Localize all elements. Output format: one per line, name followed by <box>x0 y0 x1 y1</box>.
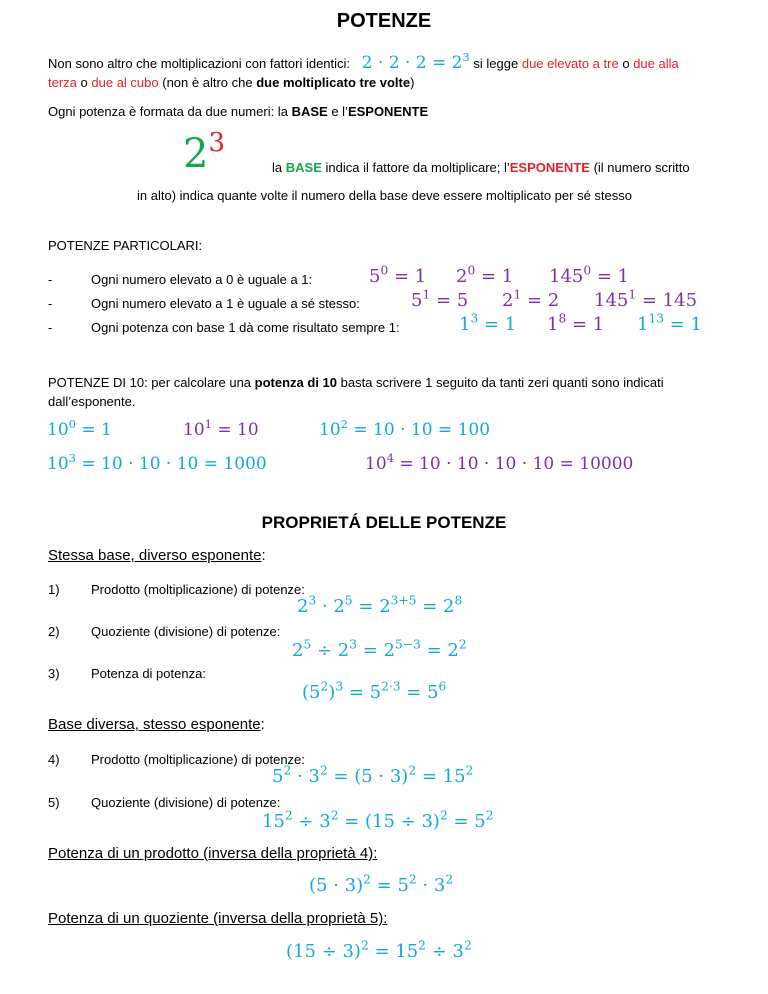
dieci-example-3: $10^3 = 10 \cdot 10 \cdot 10 = 1000$ <box>47 450 267 474</box>
bullet: - <box>48 296 53 311</box>
big-exponent: 3 <box>208 128 225 158</box>
particolari-heading: POTENZE PARTICOLARI: <box>48 238 203 253</box>
particolari-example-2c: $145^1 = 145$ <box>594 287 698 311</box>
item-number: 4) <box>48 752 60 767</box>
particolari-example-1a: $5^0 = 1$ <box>369 263 427 287</box>
dieci-example-4: $10^4 = 10 \cdot 10 \cdot 10 \cdot 10 = 10000$ <box>365 450 634 474</box>
item-number: 3) <box>48 666 60 681</box>
item-label: Prodotto (moltiplicazione) di potenze: <box>91 582 305 597</box>
dieci-bold: potenza di 10 <box>254 375 338 390</box>
intro-paren: (non è altro che <box>162 75 253 90</box>
explain-esponente: ESPONENTE <box>509 160 590 175</box>
item-number: 1) <box>48 582 60 597</box>
big-power-example: $2^3$ <box>183 128 225 177</box>
particolari-example-3c: $1^{13} = 1$ <box>637 311 703 335</box>
particolari-example-2a: $5^1 = 5$ <box>411 287 469 311</box>
proprieta-title: PROPRIETÁ DELLE POTENZE <box>261 513 507 532</box>
explain-base: BASE <box>285 160 322 175</box>
dieci-example-0: $10^0 = 1$ <box>47 416 112 440</box>
item-label: Quoziente (divisione) di potenze: <box>91 624 281 639</box>
formula-6: $(5 \cdot 3)^2 = 5^2 \cdot 3^2$ <box>309 872 454 896</box>
intro-lead: Non sono altro che moltiplicazioni con fattori identici: <box>48 56 351 71</box>
intro-paren-close: ) <box>410 75 415 90</box>
item-label: Quoziente (divisione) di potenze: <box>91 795 281 810</box>
item-label: Prodotto (moltiplicazione) di potenze: <box>91 752 305 767</box>
particolari-example-1b: $2^0 = 1$ <box>456 263 514 287</box>
item-label: Potenza di potenza: <box>91 666 206 681</box>
particolari-rule-2: Ogni numero elevato a 1 è uguale a sé stesso: <box>91 296 360 311</box>
item-number: 5) <box>48 795 60 810</box>
page-title: POTENZE <box>336 10 432 32</box>
formed-base: BASE <box>291 104 328 119</box>
formula-2: $2^5 \div 2^3 = 2^{5-3} = 2^2$ <box>292 637 467 661</box>
intro-line-1 <box>48 49 679 73</box>
particolari-example-2b: $2^1 = 2$ <box>502 287 560 311</box>
particolari-example-3b: $1^8 = 1$ <box>547 311 605 335</box>
formed-line: Ogni potenza è formata da due numeri: la BASE e l’ESPONENTE <box>48 104 429 119</box>
bullet: - <box>48 320 53 335</box>
particolari-rule-1: Ogni numero elevato a 0 è uguale a 1: <box>91 272 313 287</box>
intro-reading-3: due al cubo <box>91 75 159 90</box>
dieci-line-1: POTENZE DI 10: per calcolare una potenza di 10 basta scrivere 1 seguito da tanti zeri quanti sono indicati <box>48 375 664 390</box>
bullet: - <box>48 272 53 287</box>
intro-si-legge: si legge <box>473 56 519 71</box>
formula-5: $15^2 \div 3^2 = (15 \div 3)^2 = 5^2$ <box>262 808 494 832</box>
formula-4: $5^2 \cdot 3^2 = (5 \cdot 3)^2 = 15^2$ <box>272 763 474 787</box>
intro-or-1: o <box>622 56 630 71</box>
intro-reading-2b: terza <box>48 75 77 90</box>
formula-3: $(5^2)^3 = 5^{2\cdot 3} = 5^6$ <box>302 679 447 703</box>
dieci-line-2: dall’esponente. <box>48 394 136 409</box>
intro-reading-2a: due alla <box>633 56 679 71</box>
intro-paren-bold: due moltiplicato tre volte <box>256 75 411 90</box>
formed-esponente: ESPONENTE <box>347 104 429 119</box>
particolari-rule-3: Ogni potenza con base 1 dà come risultato sempre 1: <box>91 320 400 335</box>
intro-expression: $2 \cdot 2 \cdot 2 = 2^3$ <box>361 49 470 73</box>
formula-7: $(15 \div 3)^2 = 15^2 \div 3^2$ <box>286 938 472 962</box>
intro-or-2: o <box>80 75 88 90</box>
dieci-example-1: $10^1 = 10$ <box>183 416 259 440</box>
explain-line-1: la BASE indica il fattore da moltiplicare; l’ESPONENTE (il numero scritto <box>272 160 690 175</box>
particolari-example-1c: $145^0 = 1$ <box>549 263 630 287</box>
intro-line-2 <box>48 75 414 90</box>
section-base-diversa: Base diversa, stesso esponente: <box>48 716 265 733</box>
section-potenza-quoziente: Potenza di un quoziente (inversa della proprietà 5): <box>48 910 388 927</box>
particolari-example-3a: $1^3 = 1$ <box>459 311 517 335</box>
intro-reading-1: due elevato a tre <box>521 56 619 71</box>
dieci-example-2: $10^2 = 10 \cdot 10 = 100$ <box>319 416 491 440</box>
item-number: 2) <box>48 624 60 639</box>
explain-line-2: in alto) indica quante volte il numero della base deve essere moltiplicato per sé stesso <box>137 188 632 203</box>
formula-1: $2^3 \cdot 2^5 = 2^{3+5} = 2^8$ <box>297 593 463 617</box>
section-potenza-prodotto: Potenza di un prodotto (inversa della proprietà 4): <box>48 845 378 862</box>
section-stessa-base: Stessa base, diverso esponente: <box>48 547 266 564</box>
